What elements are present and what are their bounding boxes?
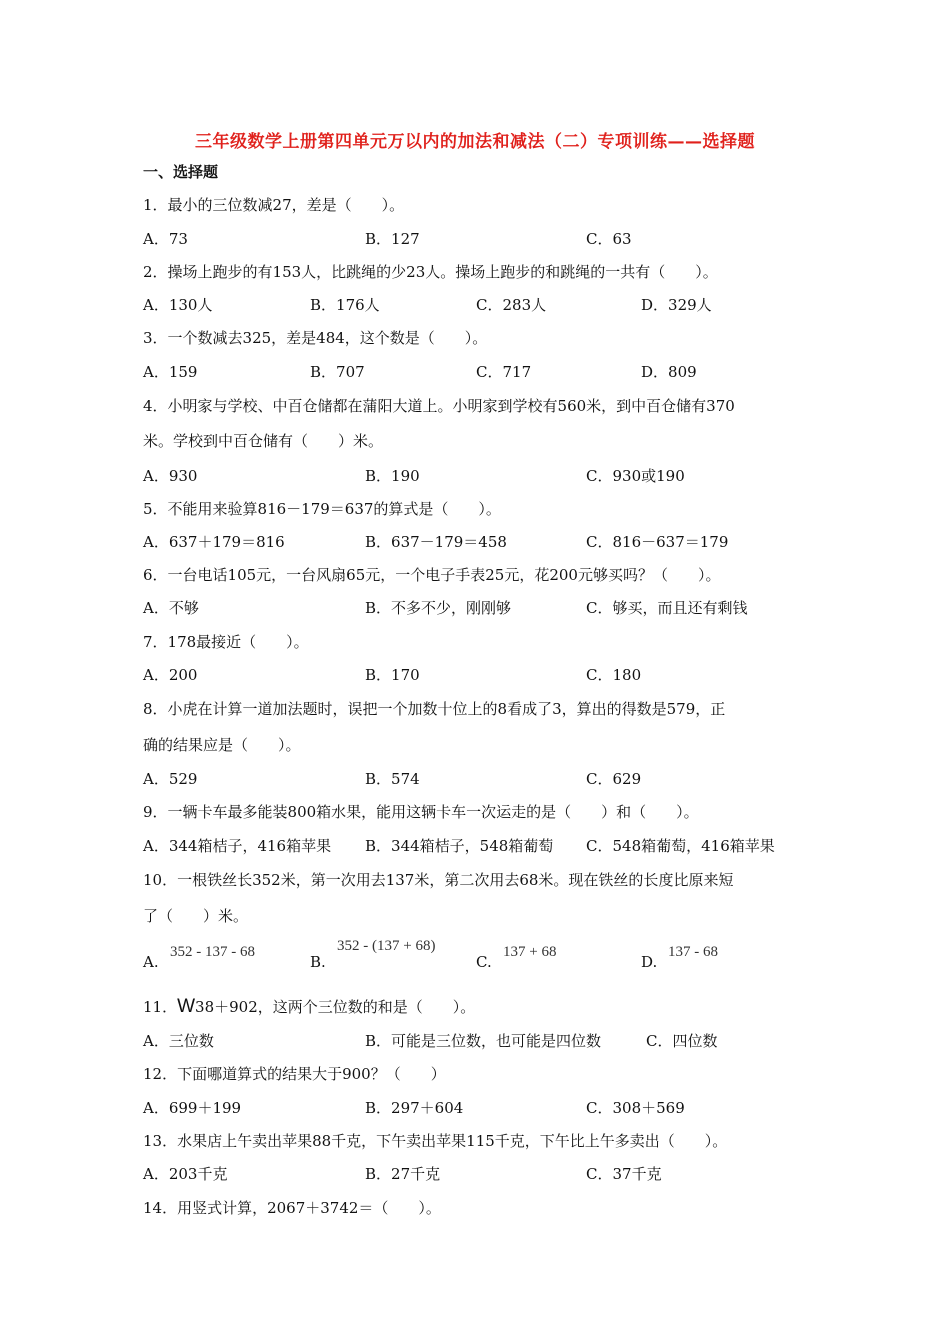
q4-option-a: A．930 xyxy=(143,467,198,485)
q2-option-a: A．130人 xyxy=(143,296,213,314)
q10-option-c-formula: 137 + 68 xyxy=(503,944,557,960)
q8-option-c: C．629 xyxy=(586,770,642,788)
question-12: 12．下面哪道算式的结果大于900？（ ） xyxy=(143,1065,446,1083)
q5-option-c: C．816－637＝179 xyxy=(586,533,729,551)
q11-option-a: A．三位数 xyxy=(143,1032,214,1050)
q5-option-a: A．637＋179＝816 xyxy=(143,533,285,551)
question-8: 8．小虎在计算一道加法题时，误把一个加数十位上的8看成了3，算出的得数是579，正 xyxy=(143,700,726,718)
q6-option-b: B．不多不少，刚刚够 xyxy=(365,599,512,617)
question-3: 3．一个数减去325，差是484，这个数是（ ）。 xyxy=(143,329,488,347)
q2-option-d: D．329人 xyxy=(641,296,712,314)
question-8-cont: 确的结果应是（ ）。 xyxy=(143,736,301,754)
question-5: 5．不能用来验算816－179＝637的算式是（ ）。 xyxy=(143,500,501,518)
q10-option-c-letter: C. xyxy=(476,953,492,971)
q5-option-b: B．637－179＝458 xyxy=(365,533,507,551)
q8-option-b: B．574 xyxy=(365,770,420,788)
question-10-cont: 了（ ）米。 xyxy=(143,907,249,925)
q7-option-a: A．200 xyxy=(143,666,198,684)
question-6: 6．一台电话105元，一台风扇65元，一个电子手表25元，花200元够买吗？（ ）。 xyxy=(143,566,721,584)
question-13: 13．水果店上午卖出苹果88千克，下午卖出苹果115千克，下午比上午多卖出（ ）。 xyxy=(143,1132,728,1150)
q3-option-d: D．809 xyxy=(641,363,697,381)
question-11-text: 38＋902，这两个三位数的和是（ ）。 xyxy=(195,998,476,1016)
question-4-cont: 米。学校到中百仓储有（ ）米。 xyxy=(143,432,384,450)
q13-option-b: B．27千克 xyxy=(365,1165,441,1183)
question-7: 7．178最接近（ ）。 xyxy=(143,633,309,651)
q11-option-c: C．四位数 xyxy=(646,1032,718,1050)
q4-option-c: C．930或190 xyxy=(586,467,685,485)
q1-option-c: C．63 xyxy=(586,230,632,248)
q9-option-a: A．344箱桔子，416箱苹果 xyxy=(143,837,332,855)
q10-option-a-formula: 352 - 137 - 68 xyxy=(170,944,255,960)
question-1: 1．最小的三位数减27，差是（ ）。 xyxy=(143,196,405,214)
q2-option-b: B．176人 xyxy=(310,296,380,314)
q10-option-d-formula: 137 - 68 xyxy=(668,944,718,960)
q3-option-b: B．707 xyxy=(310,363,365,381)
section-heading: 一、选择题 xyxy=(143,163,219,181)
q13-option-c: C．37千克 xyxy=(586,1165,662,1183)
question-4: 4．小明家与学校、中百仓储都在蒲阳大道上。小明家到学校有560米，到中百仓储有370 xyxy=(143,397,735,415)
q3-option-a: A．159 xyxy=(143,363,198,381)
q2-option-c: C．283人 xyxy=(476,296,547,314)
q1-option-a: A．73 xyxy=(143,230,188,248)
q4-option-b: B．190 xyxy=(365,467,420,485)
q7-option-b: B．170 xyxy=(365,666,420,684)
q9-option-b: B．344箱桔子，548箱葡萄 xyxy=(365,837,554,855)
q10-option-b-formula: 352 - (137 + 68) xyxy=(337,938,436,954)
question-11-symbol: W xyxy=(177,996,196,1017)
q10-option-d-letter: D. xyxy=(641,953,658,971)
q12-option-a: A．699＋199 xyxy=(143,1099,242,1117)
question-11 xyxy=(143,996,475,1018)
q13-option-a: A．203千克 xyxy=(143,1165,228,1183)
question-10: 10．一根铁丝长352米，第一次用去137米，第二次用去68米。现在铁丝的长度比原来短 xyxy=(143,871,734,889)
question-11-number: 11． xyxy=(143,998,178,1016)
q6-option-a: A．不够 xyxy=(143,599,199,617)
q10-option-a-letter: A. xyxy=(143,953,159,971)
q12-option-c: C．308＋569 xyxy=(586,1099,685,1117)
q6-option-c: C．够买，而且还有剩钱 xyxy=(586,599,748,617)
q8-option-a: A．529 xyxy=(143,770,198,788)
q7-option-c: C．180 xyxy=(586,666,642,684)
q9-option-c: C．548箱葡萄，416箱苹果 xyxy=(586,837,775,855)
q1-option-b: B．127 xyxy=(365,230,420,248)
q10-option-b-letter: B. xyxy=(310,953,326,971)
question-14: 14．用竖式计算，2067＋3742＝（ ）。 xyxy=(143,1199,441,1217)
q3-option-c: C．717 xyxy=(476,363,532,381)
question-9: 9．一辆卡车最多能装800箱水果，能用这辆卡车一次运走的是（ ）和（ ）。 xyxy=(143,803,699,821)
page-title: 三年级数学上册第四单元万以内的加法和减法（二）专项训练——选择题 xyxy=(195,132,755,152)
q12-option-b: B．297＋604 xyxy=(365,1099,464,1117)
q11-option-b: B．可能是三位数，也可能是四位数 xyxy=(365,1032,602,1050)
question-2: 2．操场上跑步的有153人，比跳绳的少23人。操场上跑步的和跳绳的一共有（ ）。 xyxy=(143,263,718,281)
